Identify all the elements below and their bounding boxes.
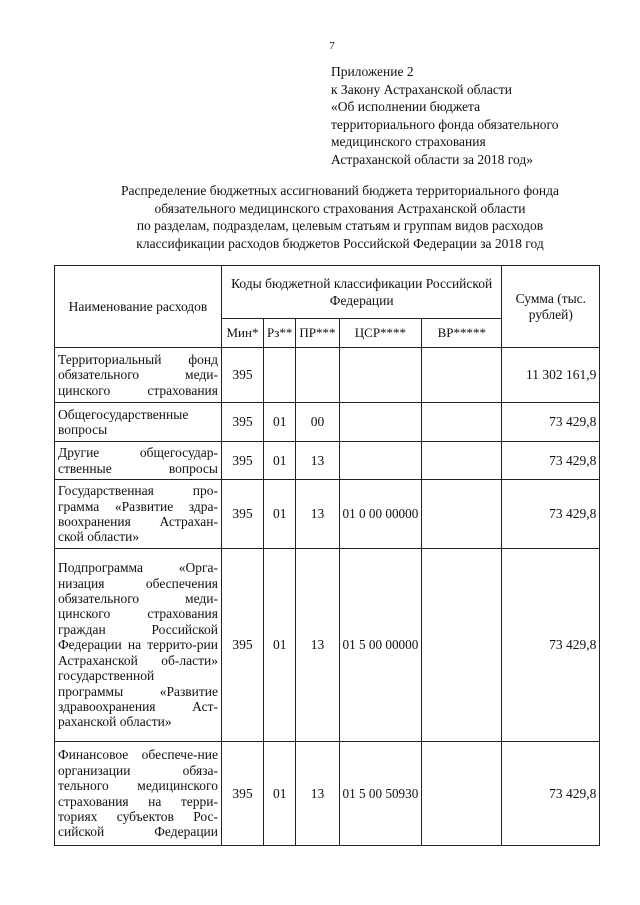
budget-table: [54, 265, 600, 846]
row-name: Территориальный фонд обязательного меди-цинского страхования: [55, 348, 222, 403]
row-min: 395: [222, 403, 264, 442]
row-name: Государственная про-грамма «Развитие здра-воохранения Астрахан-ской области»: [55, 480, 222, 549]
title-line: Распределение бюджетных ассигнований бюджета территориального фонда: [121, 183, 559, 198]
row-min: 395: [222, 549, 264, 742]
appendix-line: к Закону Астраханской области: [331, 81, 513, 97]
row-csr: 01 5 00 00000: [339, 549, 422, 742]
appendix-line: медицинского страхования: [331, 134, 486, 149]
table-row: [55, 348, 600, 403]
row-sum: 11 302 161,9: [502, 348, 600, 403]
header-row: [55, 266, 600, 319]
row-min: 395: [222, 442, 264, 480]
header-rz: Рз**: [264, 319, 296, 348]
row-name: Подпрограмма «Орга-низация обеспечения обязательного меди-цинского страхования граждан Российской Федерации на террито-рии Астраханской об-ласти» государственной программы «Развитие здравоохранения Аст-раханской области»: [55, 549, 222, 742]
row-sum: 73 429,8: [502, 549, 600, 742]
row-pr: 13: [296, 480, 339, 549]
table-row: [55, 480, 600, 549]
title-line: обязательного медицинского страхования Астраханской области: [154, 200, 526, 216]
row-vr: [422, 549, 502, 742]
page-number: 7: [329, 40, 335, 52]
row-pr: 13: [296, 442, 339, 480]
row-vr: [422, 442, 502, 480]
row-pr: 13: [296, 549, 339, 742]
document-title: [60, 182, 620, 252]
row-rz: 01: [264, 742, 296, 846]
row-name: Финансовое обеспече-ние организации обяза-тельного медицинского страхования на терри-ториях субъектов Рос-сийской Федерации: [55, 742, 222, 846]
row-sum: 73 429,8: [502, 742, 600, 846]
header-pr: ПР***: [296, 319, 339, 348]
row-pr: 13: [296, 742, 339, 846]
row-min: 395: [222, 480, 264, 549]
row-sum: 73 429,8: [502, 403, 600, 442]
row-pr: [296, 348, 339, 403]
row-csr: [339, 442, 422, 480]
table-row: [55, 442, 600, 480]
row-pr: 00: [296, 403, 339, 442]
row-csr: [339, 403, 422, 442]
row-vr: [422, 348, 502, 403]
appendix-line: территориального фонда обязательного: [331, 116, 559, 132]
header-name: Наименование расходов: [55, 266, 222, 348]
row-rz: 01: [264, 442, 296, 480]
row-name: Другие общегосудар-ственные вопросы: [55, 442, 222, 480]
row-min: 395: [222, 742, 264, 846]
row-csr: [339, 348, 422, 403]
title-line: классификации расходов бюджетов Российской Федерации за 2018 год: [136, 235, 544, 251]
row-csr: 01 0 00 00000: [339, 480, 422, 549]
row-vr: [422, 403, 502, 442]
appendix-line: Приложение 2: [331, 64, 414, 79]
title-line: по разделам, подразделам, целевым статьям и группам видов расходов: [136, 218, 544, 233]
header-vr: ВР*****: [422, 319, 502, 348]
header-min: Мин*: [222, 319, 264, 348]
row-rz: 01: [264, 480, 296, 549]
row-name: Общегосударственные вопросы: [55, 403, 222, 442]
row-vr: [422, 742, 502, 846]
row-sum: 73 429,8: [502, 442, 600, 480]
appendix-block: [331, 63, 631, 168]
row-min: 395: [222, 348, 264, 403]
header-csr: ЦСР****: [339, 319, 422, 348]
header-codes: Коды бюджетной классификации Российской Федерации: [222, 266, 502, 319]
header-sum: Сумма (тыс. рублей): [502, 266, 600, 348]
table-row: [55, 403, 600, 442]
appendix-line: «Об исполнении бюджета: [331, 99, 481, 114]
row-rz: 01: [264, 403, 296, 442]
row-rz: 01: [264, 549, 296, 742]
table-row: [55, 549, 600, 742]
table-row: [55, 742, 600, 846]
row-vr: [422, 480, 502, 549]
row-rz: [264, 348, 296, 403]
row-sum: 73 429,8: [502, 480, 600, 549]
appendix-line: Астраханской области за 2018 год»: [331, 151, 533, 167]
row-csr: 01 5 00 50930: [339, 742, 422, 846]
